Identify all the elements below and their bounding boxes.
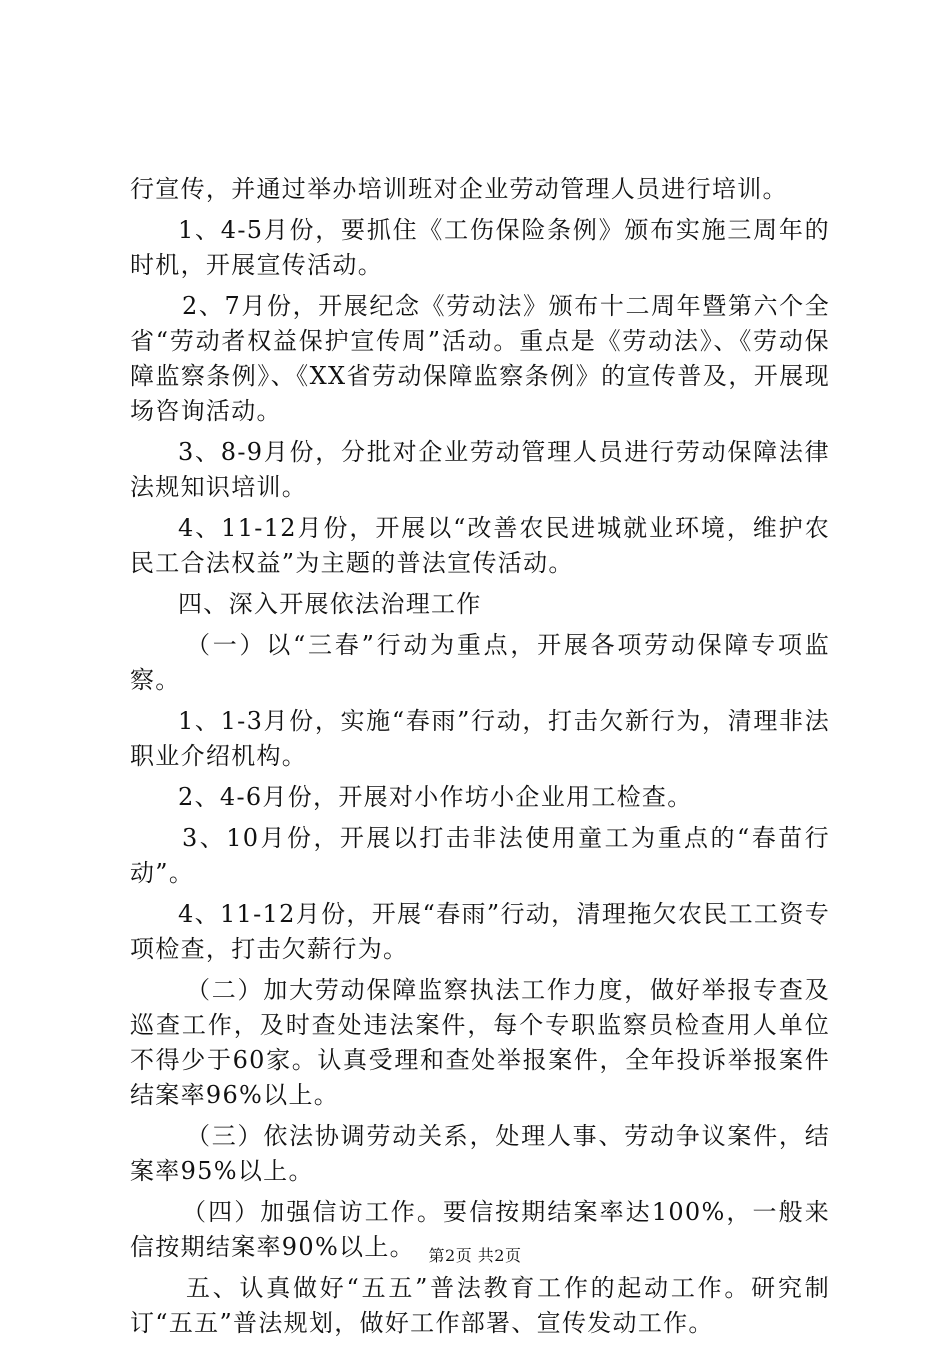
paragraph-item-4: 4、11-12月份，开展以“改善农民进城就业环境，维护农民工合法权益”为主题的普法宣传活动。 [130, 514, 830, 577]
subsection-three: （三）依法协调劳动关系，处理人事、劳动争议案件，结案率95%以上。 [130, 1122, 830, 1185]
paragraph-item-4b: 4、11-12月份，开展“春雨”行动，清理拖欠农民工工资专项检查，打击欠薪行为。 [130, 900, 830, 963]
paragraph-item-2: 2、7月份，开展纪念《劳动法》颁布十二周年暨第六个全省“劳动者权益保护宣传周”活动。重点是《劳动法》、《劳动保障监察条例》、《XX省劳动保障监察条例》的宣传普及，开展现场咨询活动。 [130, 292, 830, 425]
paragraph-item-3b: 3、10月份，开展以打击非法使用童工为重点的“春苗行动”。 [130, 824, 830, 887]
paragraph-item-3: 3、8-9月份，分批对企业劳动管理人员进行劳动保障法律法规知识培训。 [130, 438, 830, 501]
paragraph-continuation: 行宣传，并通过举办培训班对企业劳动管理人员进行培训。 [130, 175, 788, 203]
page-footer: 第2页 共2页 [428, 1246, 522, 1265]
document-body [130, 172, 830, 1347]
section-heading-five: 五、认真做好“五五”普法教育工作的起动工作。研究制订“五五”普法规划，做好工作部署、宣传发动工作。 [130, 1274, 830, 1337]
subsection-two: （二）加大劳动保障监察执法工作力度，做好举报专查及巡查工作，及时查处违法案件，每个专职监察员检查用人单位不得少于60家。认真受理和查处举报案件，全年投诉举报案件结案率96%以上。 [130, 976, 830, 1109]
paragraph-item-1: 1、4-5月份，要抓住《工伤保险条例》颁布实施三周年的时机，开展宣传活动。 [130, 216, 830, 279]
section-heading-four: 四、深入开展依法治理工作 [178, 590, 482, 618]
paragraph-item-1b: 1、1-3月份，实施“春雨”行动，打击欠新行为，清理非法职业介绍机构。 [130, 707, 830, 770]
subsection-four: （四）加强信访工作。要信按期结案率达100%，一般来信按期结案率90%以上。 [130, 1198, 830, 1261]
subsection-one: （一）以“三春”行动为重点，开展各项劳动保障专项监察。 [130, 631, 830, 694]
paragraph-item-2b: 2、4-6月份，开展对小作坊小企业用工检查。 [178, 783, 693, 811]
